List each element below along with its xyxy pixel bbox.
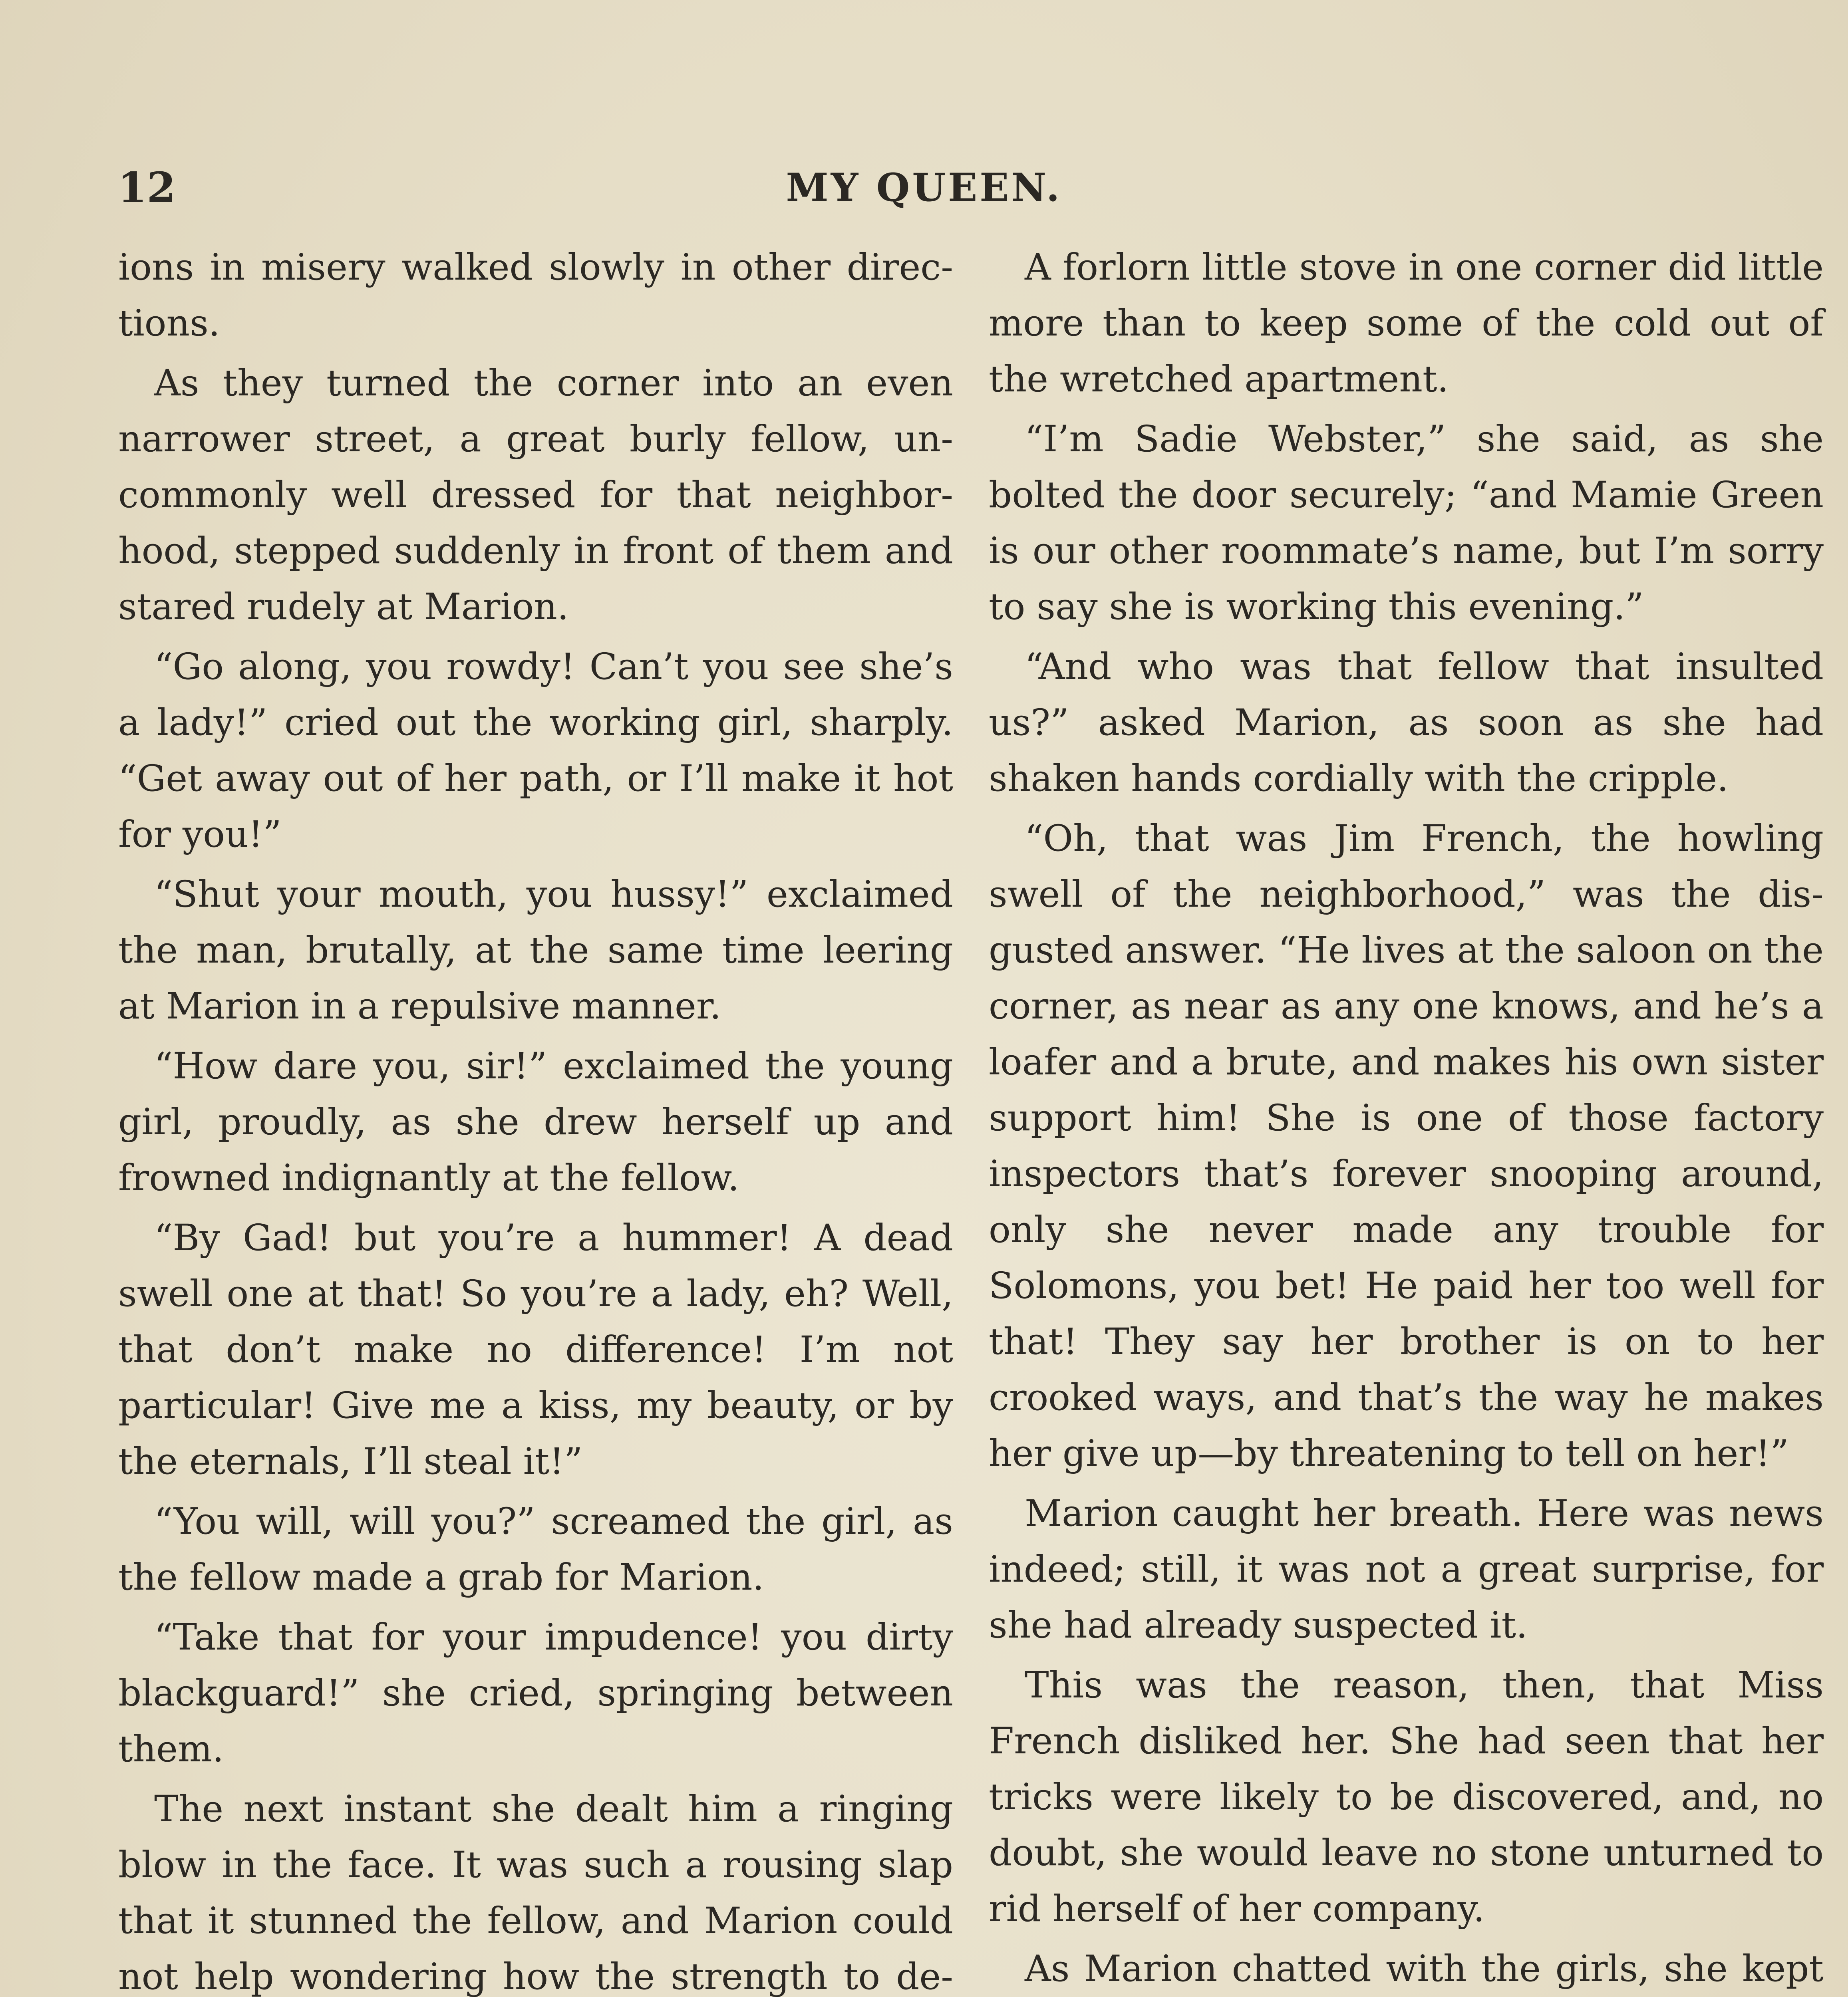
right-column: [989, 240, 1824, 1997]
paragraph: “Oh, that was Jim French, the howling swell of the neighborhood,” was the disgusted answer. “He lives at the saloon on the corner, as near as any one knows, and he’s a loafer and a brute, and makes his own sister support him! She is one of those factory inspectors that’s forever snooping around, only she never made any trouble for Solomons, you bet! He paid her too well for that! They say her brother is on to her crooked ways, and that’s the way he makes her give up—by threatening to tell on her!”: [989, 818, 1824, 1475]
paragraph: “You will, will you?” screamed the girl, as the fellow made a grab for Marion.: [118, 1501, 953, 1598]
paragraph: Marion caught her breath. Here was news indeed; still, it was not a great surprise, for she had already suspected it.: [989, 1493, 1824, 1646]
paragraph: The next instant she dealt him a ringing blow in the face. It was such a rousing slap that it stunned the fellow, and Marion could not help wondering how the strength to de: [118, 1788, 953, 1997]
running-title: MY QUEEN.: [786, 165, 1062, 210]
paragraph: A forlorn little stove in one corner did little more than to keep some of the cold out of the wretched apartment.: [989, 246, 1824, 400]
paragraph: “Shut your mouth, you hussy!” exclaimed the man, brutally, at the same time leering at Marion in a repulsive manner.: [118, 873, 953, 1027]
paragraph: “Take that for your impudence! you dirty blackguard!” she cried, springing between them.: [118, 1616, 953, 1770]
paragraph: As they turned the corner into an even narrower street, a great burly fellow, uncommonly well dressed for that neighborhood, stepped suddenly in front of them and stared rudely at Marion.: [118, 362, 953, 628]
page-number: 12: [118, 163, 176, 212]
paragraph: “Go along, you rowdy! Can’t you see she’s a lady!” cried out the working girl, sharply. “Get away out of her path, or I’ll make it hot for you!”: [118, 646, 953, 856]
paragraph: ions in misery walked slowly in other directions.: [118, 246, 953, 344]
paragraph: “By Gad! but you’re a hummer! A dead swell one at that! So you’re a lady, eh? Well, that don’t make no difference! I’m not particular! Give me a kiss, my beauty, or by the eternals, I’ll steal it!”: [118, 1217, 953, 1483]
paragraph: This was the reason, then, that Miss French disliked her. She had seen that her tricks were likely to be discovered, and, no doubt, she would leave no stone unturned to rid herself of her company.: [989, 1664, 1824, 1930]
paragraph: As Marion chatted with the girls, she kept: [1025, 1948, 1824, 1990]
paragraph: “I’m Sadie Webster,” she said, as she bolted the door securely; “and Mamie Green is our other roommate’s name, but I’m sorry to say she is working this evening.”: [989, 418, 1824, 628]
left-column: [118, 240, 953, 1997]
paragraph: “And who was that fellow that insulted us?” asked Marion, as soon as she had shaken hands cordially with the cripple.: [989, 646, 1824, 800]
running-head: [0, 160, 1848, 216]
paragraph: “How dare you, sir!” exclaimed the young girl, proudly, as she drew herself up and frowned indignantly at the fellow.: [118, 1045, 953, 1199]
